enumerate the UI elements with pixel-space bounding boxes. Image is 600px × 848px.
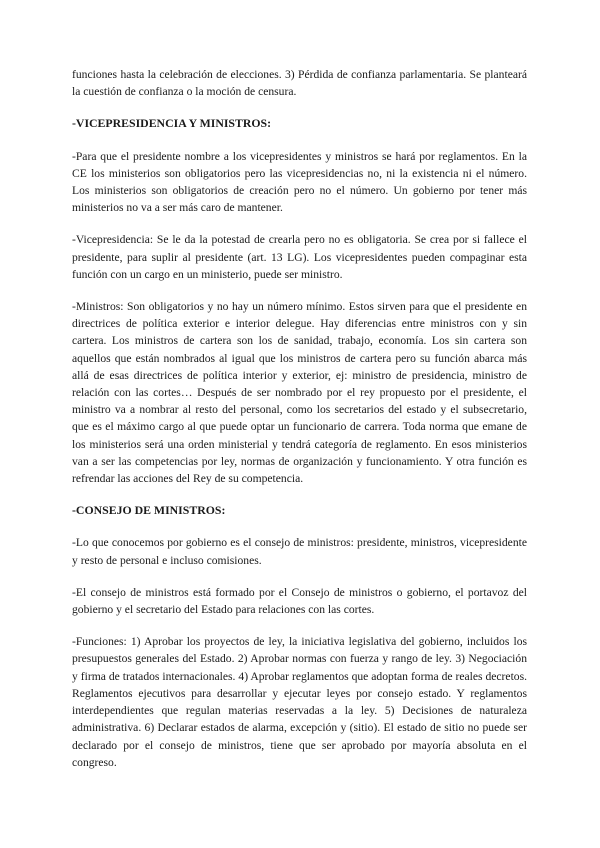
paragraph-funciones: -Funciones: 1) Aprobar los proyectos de ley, la iniciativa legislativa del gobierno, incluidos los presupuestos generales del Estado. 2) Aprobar normas con fuerza y rango de ley. 3) Negociación y firma de tratados internacionales. 4) Aprobar reglamentos que adoptan forma de reales decretos. Reglamentos ejecutivos para desarrollar y ejecutar leyes por consejo estado. Y reglamentos interdependientes que regulan materias reservadas a la ley. 5) Decisiones de naturaleza administrativa. 6) Declarar estados de alarma, excepción y (sitio). El estado de sitio no puede ser declarado por el consejo de ministros, tiene que ser aprobado por mayoría absoluta en el congreso. — [72, 635, 527, 769]
section-heading-consejo: -CONSEJO DE MINISTROS: — [72, 503, 226, 518]
paragraph-gobierno: -Lo que conocemos por gobierno es el consejo de ministros: presidente, ministros, vicepresidente y resto de personal e incluso comisiones. — [72, 536, 527, 567]
section-heading-vicepresidencia: -VICEPRESIDENCIA Y MINISTROS: — [72, 116, 272, 131]
paragraph-nombramiento: -Para que el presidente nombre a los vicepresidentes y ministros se hará por reglamentos. En la CE los ministerios son obligatorios pero las vicepresidencias no, ni la existencia ni el número. Los ministerios son obligatorios de creación pero no el número. Un gobierno por tener más ministerios no va a ser más caro de mantener. — [72, 149, 527, 215]
paragraph-composicion: -El consejo de ministros está formado por el Consejo de ministros o gobierno, el portavoz del gobierno y el secretario del Estado para relaciones con las cortes. — [72, 585, 527, 617]
paragraph-continuation: funciones hasta la celebración de elecciones. 3) Pérdida de confianza parlamentaria. Se planteará la cuestión de confianza o la moción de censura. — [72, 68, 527, 99]
paragraph-vicepresidencia: -Vicepresidencia: Se le da la potestad de crearla pero no es obligatoria. Se crea por si fallece el presidente, para suplir al presidente (art. 13 LG). Los vicepresidentes pueden compaginar esta función con un cargo en un ministerio, puede ser ministro. — [72, 233, 527, 281]
paragraph-ministros: -Ministros: Son obligatorios y no hay un número mínimo. Estos sirven para que el presidente en directrices de política exterior e interior delegue. Hay diferencias entre ministros con y sin cartera. Los ministros de cartera son los de sanidad, trabajo, economía. Los sin cartera son aquellos que están nombrados al igual que los ministros de cartera pero su función abarca más allá de esas directrices de política interior y exterior, ej: ministro de presidencia, ministro de relación con las cortes… Después de ser nombrado por el rey propuesto por el presidente, el ministro va a nombrar al resto del personal, como los secretarios del estado y el subsecretario, que es el máximo cargo al que puede optar un funcionario de carrera. Toda norma que emane de los ministerios será una orden ministerial y tendrá categoría de reglamento. En esos ministerios van a ser las competencias por ley, normas de organización y funcionamiento. Y otra función es refrendar las acciones del Rey de su competencia. — [72, 300, 527, 486]
document-page — [72, 66, 527, 786]
